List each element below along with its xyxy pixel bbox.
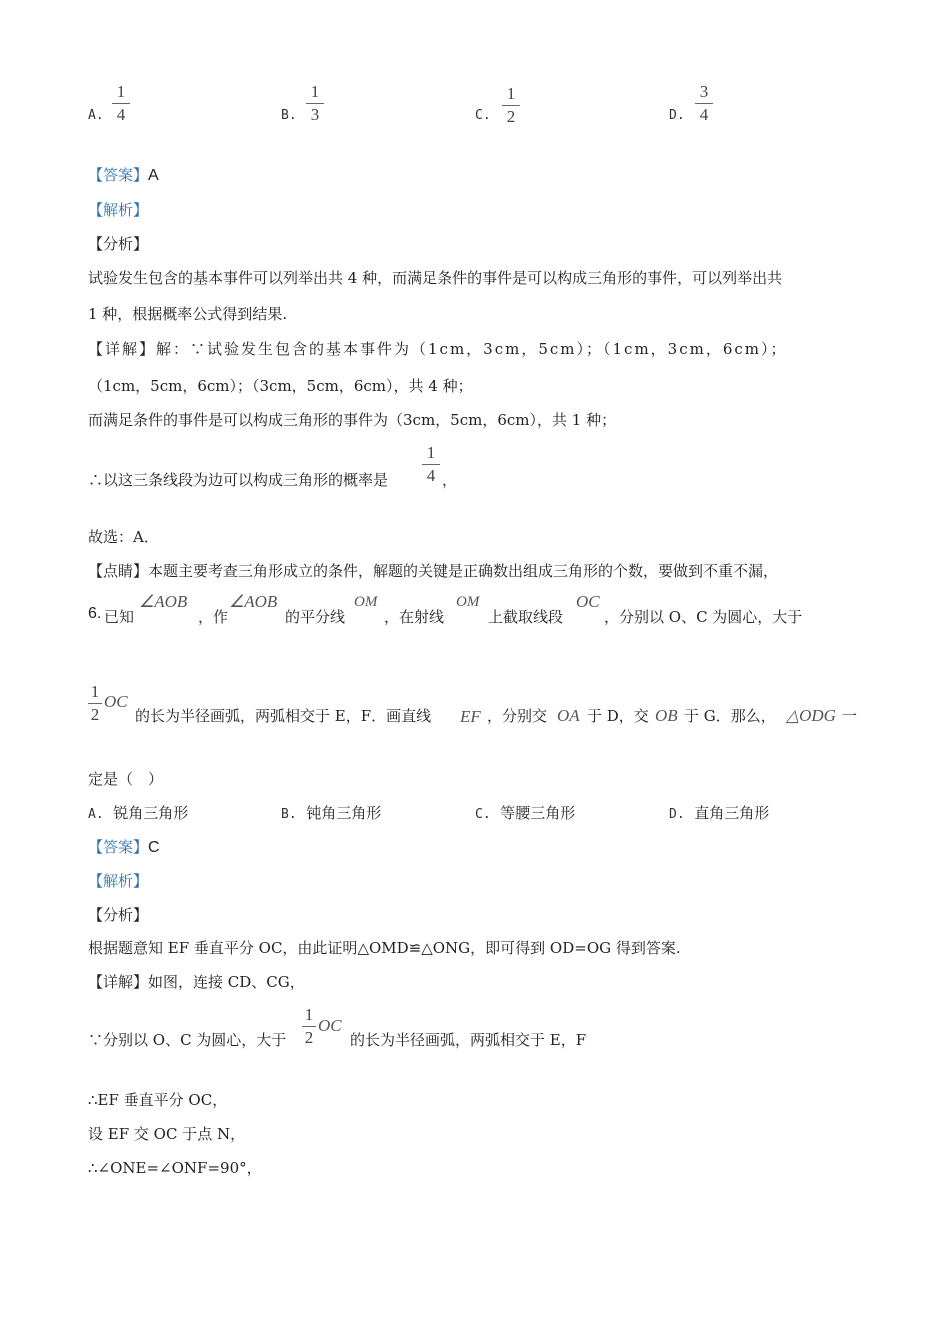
probability-tail: ， xyxy=(442,471,458,489)
q6-detail-line-4: 设 EF 交 OC 于点 N， xyxy=(88,1125,246,1143)
q5-choose: 故选：A． xyxy=(88,528,159,546)
half-fraction xyxy=(88,682,102,725)
option-b-fraction xyxy=(306,82,324,125)
numerator: 3 xyxy=(699,82,709,101)
numerator: 1 xyxy=(426,443,436,462)
question-number: 6. xyxy=(88,605,102,622)
option-c xyxy=(475,802,575,823)
option-text: 钝角三角形 xyxy=(306,804,382,822)
math-angle-aob: ∠AOB xyxy=(229,592,278,611)
q5-analysis-tag: 【解析】 xyxy=(88,201,149,219)
numerator: 1 xyxy=(116,82,126,101)
stem-text: 的长为半径画弧，两弧相交于 E，F．画直线 xyxy=(135,707,432,725)
probability-text: ∴以这三条线段为边可以构成三角形的概率是 xyxy=(88,471,389,489)
option-label: D. xyxy=(669,807,685,822)
math-oc: OC xyxy=(104,692,128,711)
math-ef: EF xyxy=(460,707,481,726)
q5-detail-line-1: 【详解】解：∵试验发生包含的基本事件为（1cm，3cm，5cm）；（1cm，3cm，6cm）； xyxy=(88,340,788,358)
denominator: 2 xyxy=(90,705,100,724)
q6-detail-line-5: ∴∠ONE=∠ONF=90°， xyxy=(88,1159,262,1177)
option-a xyxy=(88,802,188,823)
option-label: A. xyxy=(88,807,104,822)
option-text: 锐角三角形 xyxy=(113,804,189,822)
option-d-label: D. xyxy=(669,108,685,123)
option-a-fraction xyxy=(112,82,130,125)
q6-detail-line-3: ∴EF 垂直平分 OC， xyxy=(88,1091,228,1109)
answer-letter: A xyxy=(148,167,159,184)
option-d xyxy=(669,802,769,823)
q6-detail-line-2b: 的长为半径画弧，两弧相交于 E，F xyxy=(350,1031,587,1049)
math-oc: OC xyxy=(318,1016,342,1035)
answer-letter: C xyxy=(148,839,160,856)
q5-detail-line-4 xyxy=(88,469,388,490)
numerator: 1 xyxy=(310,82,320,101)
math-ob: OB xyxy=(655,706,678,725)
q6-fenxi-line: 根据题意知 EF 垂直平分 OC，由此证明△OMD≌△ONG，即可得到 OD=OG 得到答案. xyxy=(88,939,681,957)
q5-detail-line-2: （1cm，5cm，6cm）；（3cm，5cm，6cm），共 4 种； xyxy=(88,377,473,395)
option-text: 等腰三角形 xyxy=(500,804,576,822)
q6-fenxi-tag: 【分析】 xyxy=(88,906,149,924)
q6-detail-line-2a: ∵分别以 O、C 为圆心，大于 xyxy=(88,1031,287,1049)
math-om: OM xyxy=(354,594,378,610)
q5-fenxi-line-1: 试验发生包含的基本事件可以列举出共 4 种，而满足条件的事件是可以构成三角形的事件，可以列举出共 xyxy=(88,269,783,287)
math-oa: OA xyxy=(557,706,580,725)
option-b-label: B. xyxy=(281,108,297,123)
math-angle-aob: ∠AOB xyxy=(139,592,188,611)
q5-fenxi-line-2: 1 种，根据概率公式得到结果. xyxy=(88,305,288,323)
q5-comment: 【点睛】本题主要考查三角形成立的条件，解题的关键是正确数出组成三角形的个数，要做到不重不漏， xyxy=(88,562,779,580)
denominator: 4 xyxy=(426,466,436,485)
denominator: 4 xyxy=(116,105,126,124)
stem-text: 于 G．那么， xyxy=(684,707,776,725)
detail-half-fraction xyxy=(302,1005,316,1048)
stem-text: 上截取线段 xyxy=(488,608,564,626)
option-text: 直角三角形 xyxy=(694,804,770,822)
q5-fenxi-tag: 【分析】 xyxy=(88,235,149,253)
denominator: 2 xyxy=(506,107,516,126)
option-c-fraction xyxy=(502,84,520,127)
numerator: 1 xyxy=(506,84,516,103)
answer-tag: 【答案】 xyxy=(88,838,149,856)
stem-text: 的平分线 xyxy=(285,608,346,626)
option-c-label: C. xyxy=(475,108,491,123)
q6-answer xyxy=(88,836,160,857)
q6-analysis-tag: 【解析】 xyxy=(88,872,149,890)
probability-fraction xyxy=(422,443,440,486)
math-triangle-odg: △ODG xyxy=(786,706,836,725)
stem-text: 一 xyxy=(842,707,858,725)
denominator: 3 xyxy=(310,105,320,124)
denominator: 4 xyxy=(699,105,709,124)
option-a-label: A. xyxy=(88,108,104,123)
q5-detail-line-3: 而满足条件的事件是可以构成三角形的事件为（3cm，5cm，6cm），共 1 种； xyxy=(88,411,617,429)
q5-answer xyxy=(88,164,159,185)
stem-text: 于 D，交 xyxy=(587,707,649,725)
q6-detail-line-1: 【详解】如图，连接 CD、CG， xyxy=(88,973,305,991)
stem-text: ，分别交 xyxy=(487,707,548,725)
math-oc: OC xyxy=(576,592,600,611)
math-om: OM xyxy=(456,594,480,610)
option-b xyxy=(281,802,381,823)
stem-text: ，在射线 xyxy=(384,608,445,626)
numerator: 1 xyxy=(304,1005,314,1024)
denominator: 2 xyxy=(304,1028,314,1047)
stem-text: 已知 xyxy=(104,608,135,626)
numerator: 1 xyxy=(90,682,100,701)
option-label: B. xyxy=(281,807,297,822)
stem-text: ，作 xyxy=(198,608,229,626)
answer-tag: 【答案】 xyxy=(88,166,149,184)
stem-text: ，分别以 O、C 为圆心，大于 xyxy=(604,608,803,626)
option-d-fraction xyxy=(695,82,713,125)
option-label: C. xyxy=(475,807,491,822)
stem-text: 定是（ ） xyxy=(88,770,164,788)
